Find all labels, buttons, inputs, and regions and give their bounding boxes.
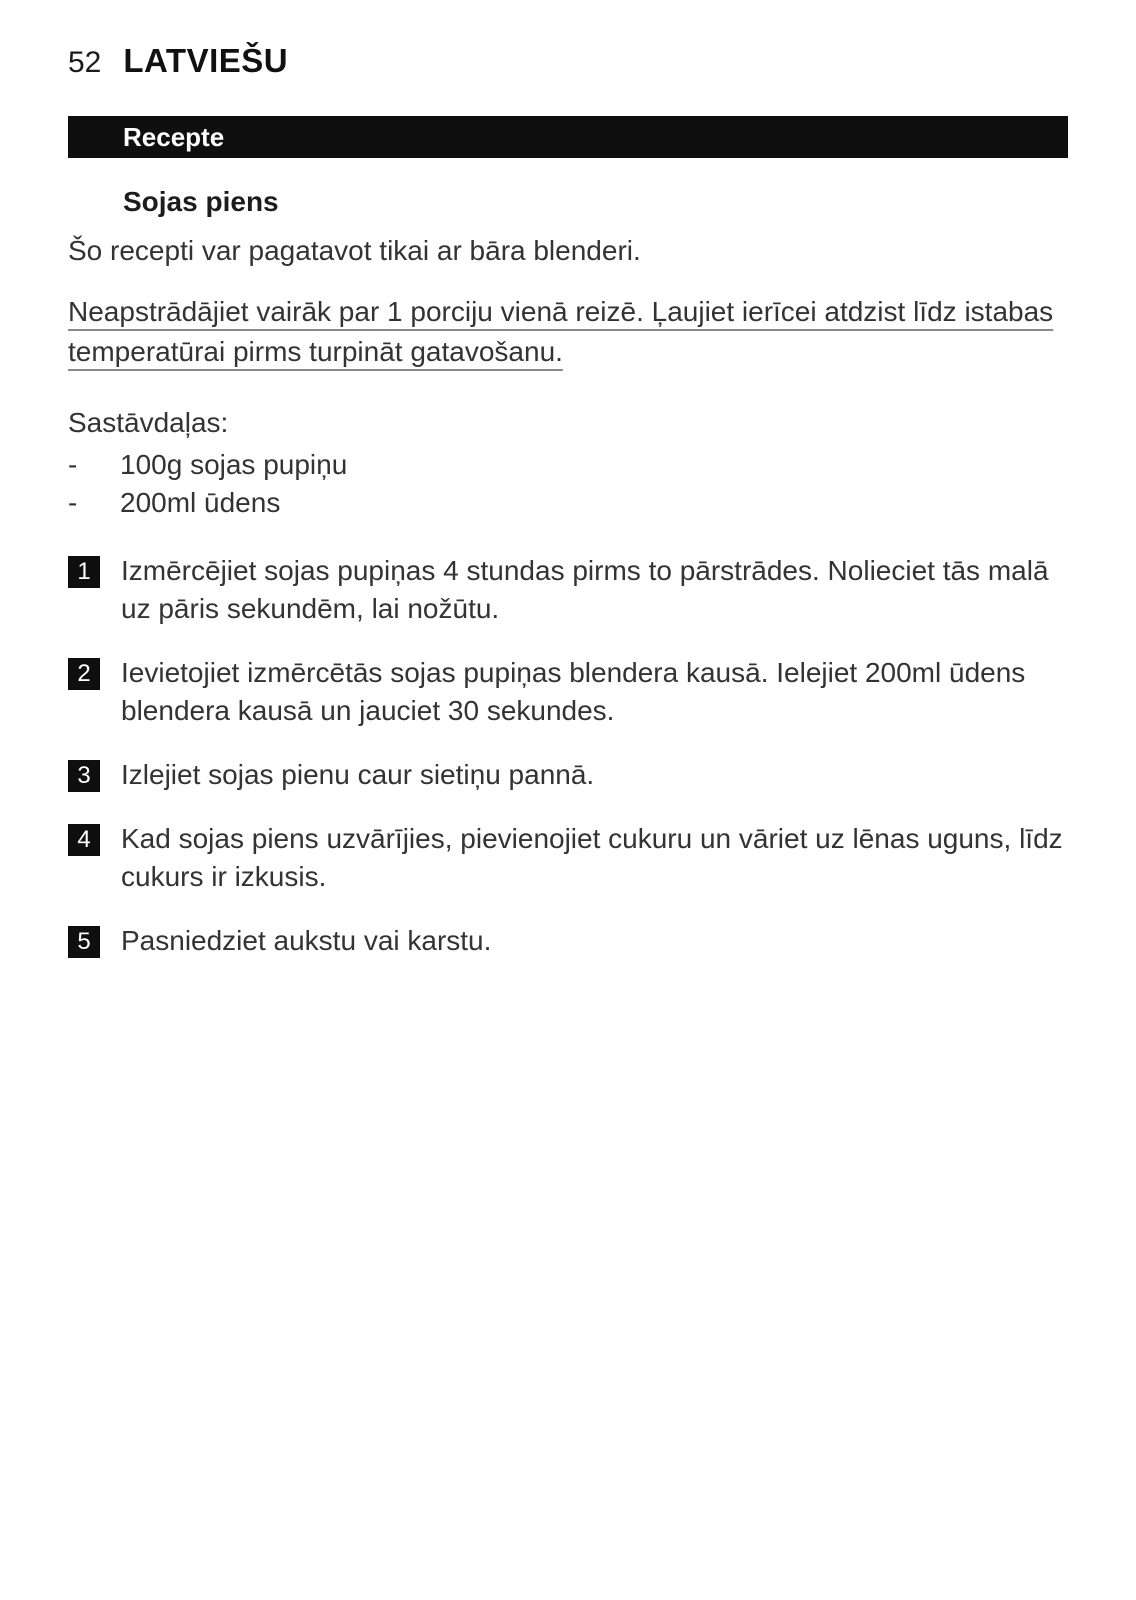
page-header — [68, 42, 1068, 80]
step-item — [68, 922, 1068, 960]
ingredient-item — [68, 484, 1068, 522]
recipe-intro: Šo recepti var pagatavot tikai ar bāra blenderi. — [68, 235, 641, 266]
step-number-badge: 1 — [68, 556, 100, 588]
ingredient-text: 100g sojas pupiņu — [120, 449, 348, 480]
ingredient-text: 200ml ūdens — [120, 487, 281, 518]
ingredient-bullet: - — [68, 487, 78, 518]
recipe-warning: Neapstrādājiet vairāk par 1 porciju vienā reizē. Ļaujiet ierīcei atdzist līdz istabas temperatūrai pirms turpināt gatavošanu. — [68, 296, 1054, 367]
step-text: Kad sojas piens uzvārījies, pievienojiet cukuru un vāriet uz lēnas uguns, līdz cukurs ir izkusis. — [121, 823, 1063, 892]
ingredients-block — [68, 404, 1068, 522]
step-item — [68, 654, 1068, 730]
ingredients-label: Sastāvdaļas: — [68, 407, 229, 438]
ingredient-bullet: - — [68, 449, 78, 480]
step-text: Pasniedziet aukstu vai karstu. — [121, 925, 492, 956]
step-item — [68, 756, 1068, 794]
ingredient-item — [68, 446, 1068, 484]
step-text: Izmērcējiet sojas pupiņas 4 stundas pirms to pārstrādes. Nolieciet tās malā uz pāris sekundēm, lai nožūtu. — [121, 555, 1049, 624]
step-item — [68, 552, 1068, 628]
step-text: Ievietojiet izmērcētās sojas pupiņas blendera kausā. Ielejiet 200ml ūdens blendera kausā un jauciet 30 sekundes. — [121, 657, 1026, 726]
recipe-title: Sojas piens — [123, 186, 279, 217]
step-number-badge: 3 — [68, 760, 100, 792]
steps-list — [68, 552, 1068, 960]
step-item — [68, 820, 1068, 896]
section-bar — [68, 116, 1068, 158]
section-title: Recepte — [123, 121, 225, 152]
language-title: LATVIEŠU — [123, 42, 289, 79]
step-number-badge: 4 — [68, 824, 100, 856]
step-number-badge: 2 — [68, 658, 100, 690]
step-text: Izlejiet sojas pienu caur sietiņu pannā. — [121, 759, 595, 790]
step-number-badge: 5 — [68, 926, 100, 958]
page-number: 52 — [68, 46, 102, 79]
